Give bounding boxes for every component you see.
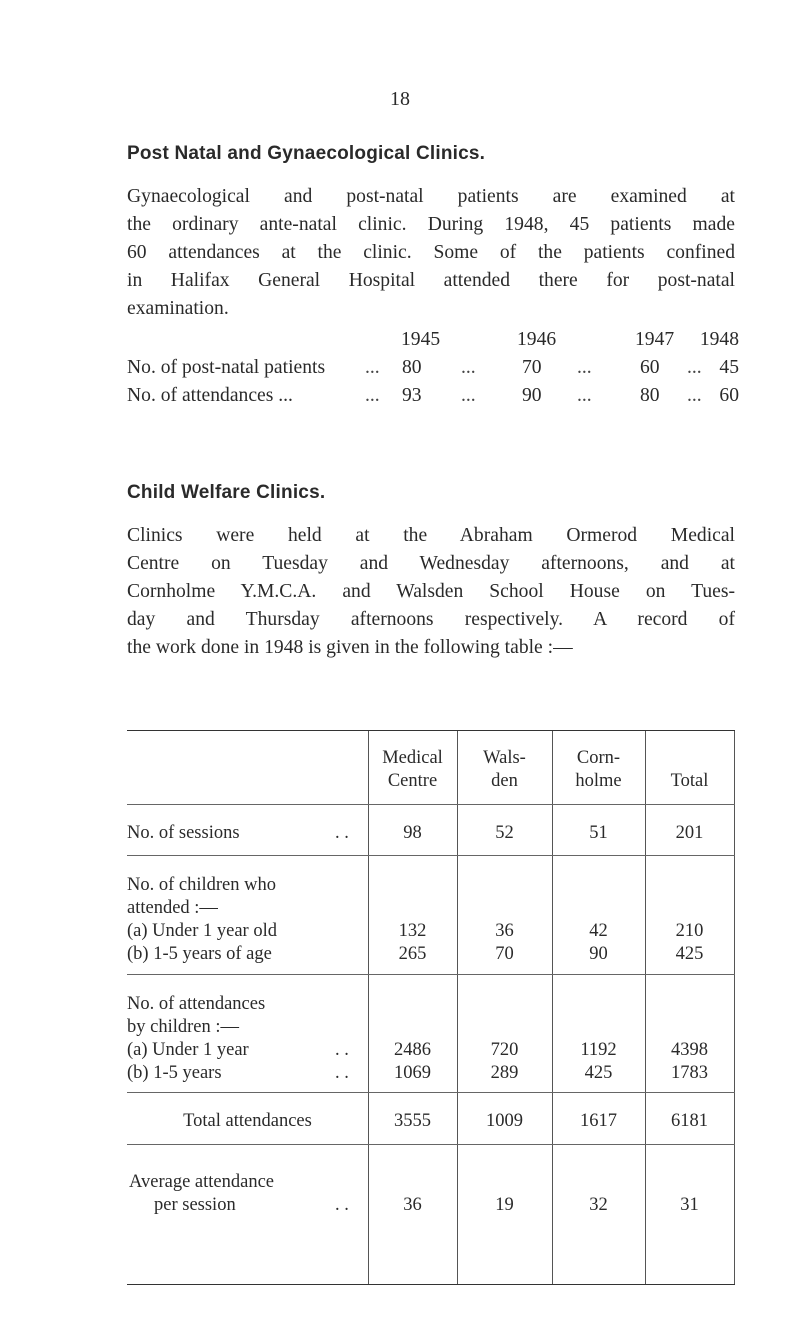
header-line: Corn- (576, 748, 621, 768)
header-line: den (491, 771, 518, 791)
cell-value: 289 (490, 1063, 519, 1083)
stats-value: 80 (640, 385, 660, 406)
cell-value: 70 (495, 944, 514, 964)
cell-value: 1192 (580, 1040, 617, 1060)
cell-value: 36 (403, 1195, 422, 1215)
header-line: Wals- (483, 748, 526, 768)
column-divider (734, 731, 735, 1284)
row-label-text: (b) 1-5 years (127, 1063, 222, 1083)
cell-value: 425 (584, 1063, 613, 1083)
paragraph-line: Clinics were held at the Abraham Ormerod Medical (127, 525, 735, 546)
year-header: 1947 (635, 329, 675, 350)
stats-row-label: No. of post-natal patients (127, 357, 326, 378)
row-divider (127, 974, 735, 975)
cell-value: 265 (398, 944, 427, 964)
row-label-text: No. of children who (127, 875, 276, 895)
cell-value: 1009 (486, 1111, 523, 1131)
cell-value: 210 (675, 921, 704, 941)
header-line: Medical (382, 748, 443, 768)
row-divider (127, 1144, 735, 1145)
paragraph-line: Cornholme Y.M.C.A. and Walsden School House on Tues- (127, 581, 735, 602)
dot-leader: ... (577, 357, 592, 378)
row-divider (127, 855, 735, 856)
stats-value: 60 (719, 385, 739, 406)
dot-leader: ... (687, 385, 702, 406)
row-label-text: (b) 1-5 years of age (127, 944, 272, 964)
cell-value: 31 (680, 1195, 699, 1215)
page-number: 18 (390, 88, 410, 110)
paragraph-line: Gynaecological and post-natal patients are examined at (127, 186, 735, 207)
stats-value: 93 (402, 385, 422, 406)
section-heading-child-welfare: Child Welfare Clinics. (127, 482, 326, 503)
cell-value: 4398 (671, 1040, 708, 1060)
stats-value: 60 (640, 357, 660, 378)
year-header: 1948 (699, 329, 739, 350)
row-divider (127, 804, 735, 805)
row-label-attendances (127, 993, 367, 1085)
cell-value: 1617 (580, 1111, 617, 1131)
header-line: holme (575, 771, 622, 791)
dot-leader: . . (335, 1063, 349, 1083)
header-walsden (457, 747, 552, 793)
stats-row-patients (127, 354, 739, 382)
cell-value: 98 (403, 823, 422, 843)
row-label-text: attended :— (127, 898, 218, 918)
section-heading-post-natal: Post Natal and Gynaecological Clinics. (127, 143, 486, 164)
cell-value: 90 (589, 944, 608, 964)
row-label-text (127, 1062, 367, 1085)
dot-leader: ... (461, 357, 476, 378)
paragraph-line: day and Thursday afternoons respectively. A record of (127, 609, 735, 630)
dot-leader: ... (365, 357, 380, 378)
dot-leader: . . (335, 823, 349, 843)
row-label-text (127, 1039, 367, 1062)
cell-value: 36 (495, 921, 514, 941)
child-welfare-paragraph (127, 522, 735, 662)
header-total (645, 770, 734, 793)
cell-value: 51 (589, 823, 608, 843)
stats-value: 70 (522, 357, 542, 378)
cell-value: 19 (495, 1195, 514, 1215)
child-welfare-table (127, 730, 735, 1285)
paragraph-line: Centre on Tuesday and Wednesday afternoons, and at (127, 553, 735, 574)
cell-value: 2486 (394, 1040, 431, 1060)
cell-value: 6181 (671, 1111, 708, 1131)
dot-leader: . . (335, 1040, 349, 1060)
cell-value: 425 (675, 944, 704, 964)
row-label-text: (a) Under 1 year old (127, 921, 277, 941)
cell-value: 42 (589, 921, 608, 941)
post-natal-paragraph (127, 183, 735, 323)
cell-value: 201 (675, 823, 704, 843)
cell-value: 1069 (394, 1063, 431, 1083)
row-divider (127, 1092, 735, 1093)
stats-value: 80 (402, 357, 422, 378)
cell-value: 1783 (671, 1063, 708, 1083)
header-line: Total (670, 771, 709, 791)
year-header: 1945 (401, 329, 441, 350)
stats-value: 45 (719, 357, 739, 378)
header-line: Centre (387, 771, 438, 791)
row-label-text: No. of attendances (127, 994, 266, 1014)
dot-leader: ... (577, 385, 592, 406)
paragraph-line: the ordinary ante-natal clinic. During 1948, 45 patients made (127, 214, 735, 235)
row-label-children (127, 874, 367, 966)
stats-row-label: No. of attendances ... (127, 385, 293, 406)
row-label-average (127, 1171, 367, 1217)
row-label-text: Average attendance (129, 1172, 274, 1192)
row-label-text: per session (154, 1195, 236, 1215)
dot-leader: ... (365, 385, 380, 406)
cell-value: 52 (495, 823, 514, 843)
cell-value: 3555 (394, 1111, 431, 1131)
row-label-text (127, 1194, 367, 1217)
header-cornholme (552, 747, 645, 793)
paragraph-line: in Halifax General Hospital attended there for post-natal (127, 270, 735, 291)
stats-year-row (127, 326, 739, 354)
paragraph-line: 60 attendances at the clinic. Some of the patients confined (127, 242, 735, 263)
dot-leader: ... (461, 385, 476, 406)
row-label-text: by children :— (127, 1017, 240, 1037)
stats-value: 90 (522, 385, 542, 406)
row-label-text: (a) Under 1 year (127, 1040, 249, 1060)
row-label-text: No. of sessions (127, 823, 240, 843)
row-label-total: Total attendances (183, 1111, 312, 1131)
dot-leader: . . (335, 1195, 349, 1215)
dot-leader: ... (687, 357, 702, 378)
post-natal-stats (127, 326, 739, 410)
cell-value: 720 (490, 1040, 519, 1060)
header-medical-centre (368, 747, 457, 793)
row-label-sessions (127, 822, 367, 845)
cell-value: 32 (589, 1195, 608, 1215)
paragraph-line: the work done in 1948 is given in the following table :— (127, 637, 573, 658)
cell-value: 132 (398, 921, 427, 941)
paragraph-line: examination. (127, 298, 229, 319)
stats-row-attendances (127, 382, 739, 410)
year-header: 1946 (517, 329, 557, 350)
